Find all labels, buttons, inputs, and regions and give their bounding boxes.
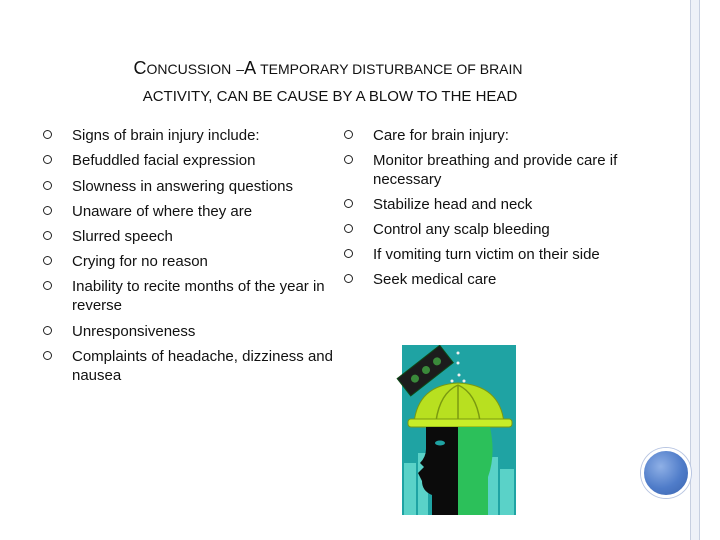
title-initial-c: C — [133, 58, 147, 78]
helmet-falling-brick-illustration-icon — [396, 345, 516, 515]
care-list — [344, 126, 634, 289]
title-dash: – — [236, 61, 245, 77]
bullet-icon — [344, 155, 353, 164]
bullet-icon — [43, 326, 52, 335]
list-item-text: Care for brain injury: — [373, 127, 509, 144]
list-item — [43, 227, 333, 246]
bullet-icon — [43, 256, 52, 265]
list-item-text: Signs of brain injury include: — [72, 127, 260, 144]
list-item — [43, 126, 333, 145]
bullet-icon — [43, 281, 52, 290]
list-item-text: Befuddled facial expression — [72, 152, 256, 169]
list-item — [344, 126, 634, 145]
bullet-icon — [344, 224, 353, 233]
list-item — [344, 195, 634, 214]
slide-title-line-1 — [0, 58, 658, 79]
bullet-icon — [344, 249, 353, 258]
list-item — [344, 151, 634, 189]
list-item-text: Monitor breathing and provide care if necessary — [373, 152, 618, 188]
title-word-concussion: ONCUSSION — [146, 61, 232, 77]
bullet-icon — [43, 155, 52, 164]
bullet-icon — [344, 130, 353, 139]
bullet-icon — [344, 199, 353, 208]
list-item-text: Seek medical care — [373, 271, 497, 288]
list-item — [344, 245, 634, 264]
bullet-icon — [43, 231, 52, 240]
list-item — [43, 252, 333, 271]
list-item-text: Stabilize head and neck — [373, 196, 533, 213]
eye — [435, 441, 445, 446]
bullet-icon — [43, 351, 52, 360]
list-item — [43, 347, 333, 385]
bullet-icon — [43, 130, 52, 139]
list-item-text: Slurred speech — [72, 228, 173, 245]
bullet-icon — [43, 181, 52, 190]
signs-list — [43, 126, 333, 385]
list-item — [43, 277, 333, 315]
list-item — [43, 202, 333, 221]
list-item-text: Control any scalp bleeding — [373, 221, 550, 238]
list-item-text: Inability to recite months of the year in reverse — [72, 278, 325, 314]
title-rest: TEMPORARY DISTURBANCE OF BRAIN — [260, 61, 523, 77]
slide-frame-border — [690, 0, 700, 540]
head-silhouette-green — [458, 427, 493, 515]
list-item-text: Crying for no reason — [72, 253, 208, 270]
list-item — [43, 322, 333, 341]
list-item-text: Complaints of headache, dizziness and nausea — [72, 348, 333, 384]
bullet-icon — [344, 274, 353, 283]
list-item-text: Unresponsiveness — [72, 323, 196, 340]
list-item — [43, 177, 333, 196]
blue-circle-decoration-icon — [641, 448, 691, 498]
title-initial-a: A — [244, 58, 256, 78]
list-item-text: Unaware of where they are — [72, 203, 253, 220]
list-item — [344, 270, 634, 289]
list-item — [344, 220, 634, 239]
list-item-text: Slowness in answering questions — [72, 178, 293, 195]
list-item — [43, 151, 333, 170]
slide-title-line-2: ACTIVITY, CAN BE CAUSE BY A BLOW TO THE HEAD — [142, 88, 518, 105]
bullet-icon — [43, 206, 52, 215]
list-item-text: If vomiting turn victim on their side — [373, 246, 600, 263]
